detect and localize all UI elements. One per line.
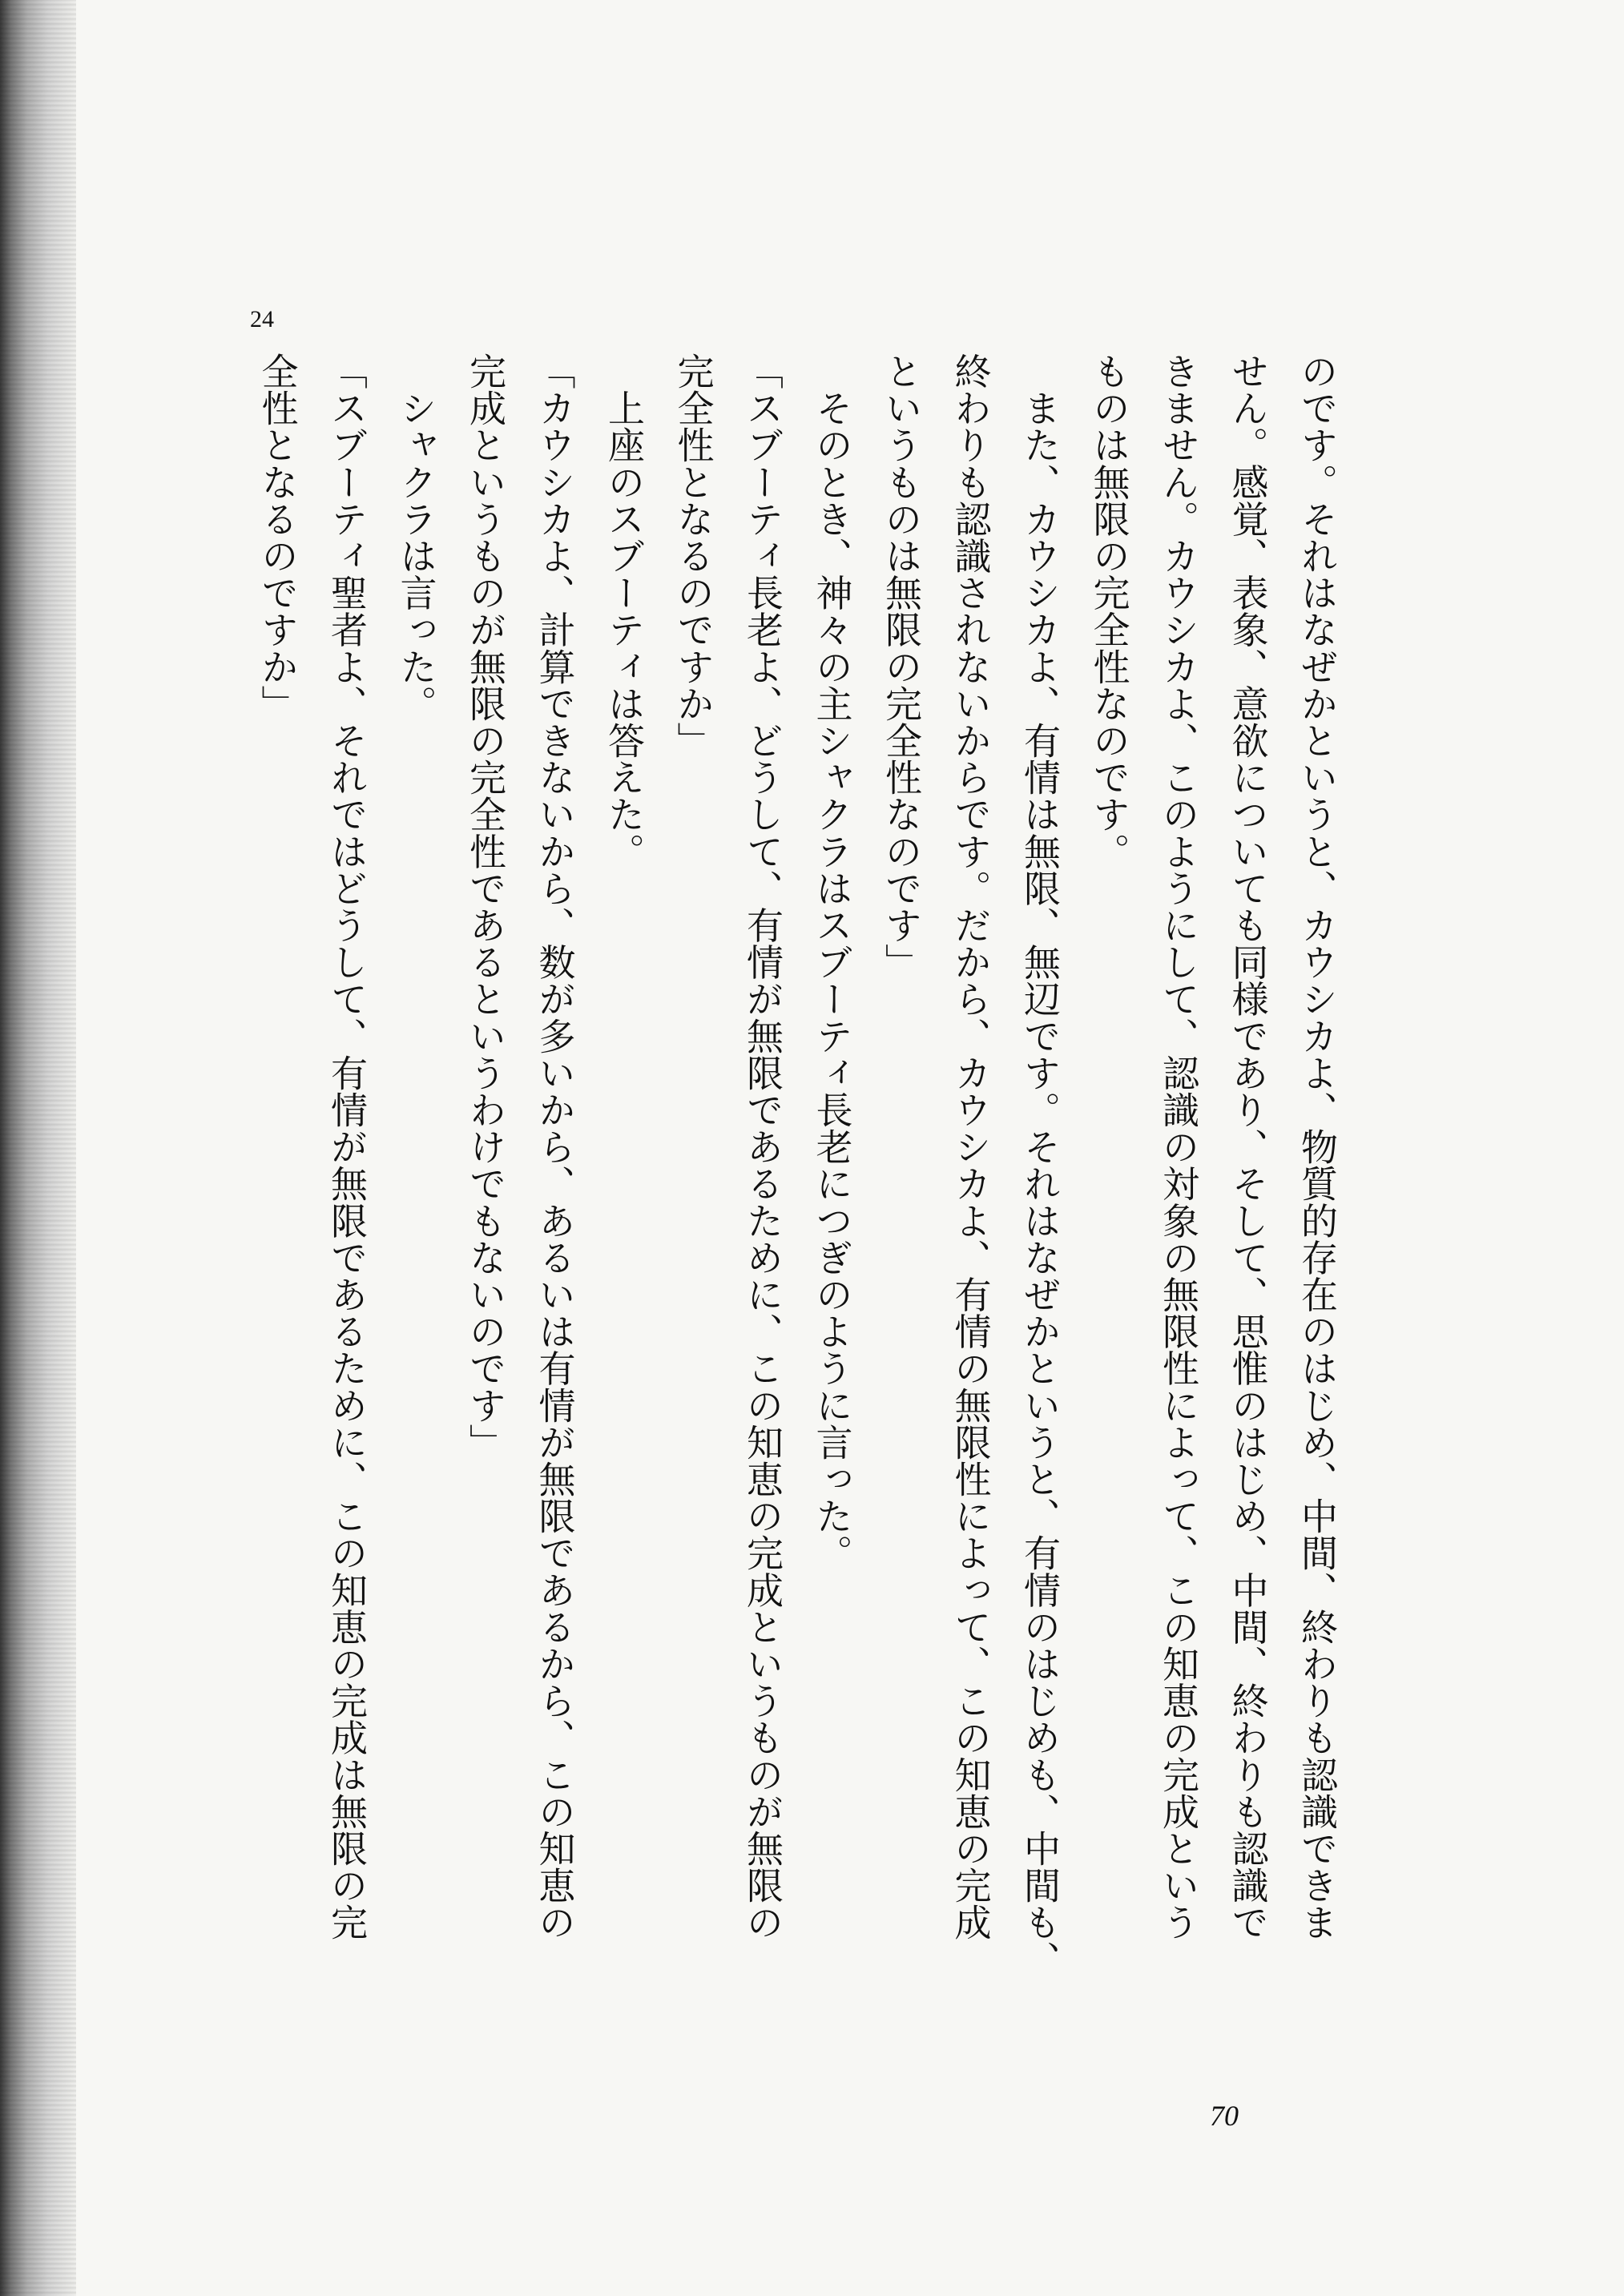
text-line: また、カウシカよ、有情は無限、無辺です。それはなぜかというと、有情のはじめも、中間も、 <box>1018 352 1062 1978</box>
text-line: シャクラは言った。 <box>394 352 438 722</box>
folio-number: 70 <box>1210 2100 1239 2132</box>
binding-shadow <box>0 0 76 2296</box>
text-line: のです。それはなぜかというと、カウシカよ、物質的存在のはじめ、中間、終わりも認識できま <box>1296 352 1339 1941</box>
text-line: 上座のスブーティは答えた。 <box>602 352 646 870</box>
text-line: きません。カウシカよ、このようにして、認識の対象の無限性によって、この知恵の完成という <box>1157 352 1200 1941</box>
text-line: 「スブーティ聖者よ、それではどうして、有情が無限であるために、この知恵の完成は無限の完 <box>325 352 369 1941</box>
text-line: というものは無限の完全性なのです」 <box>880 352 923 981</box>
text-line: 終わりも認識されないからです。だから、カウシカよ、有情の無限性によって、この知恵の完成 <box>949 352 993 1941</box>
text-line: 「スブーティ長老よ、どうして、有情が無限であるために、この知恵の完成というものが無限の <box>741 352 784 1941</box>
text-line: せん。感覚、表象、意欲についても同様であり、そして、思惟のはじめ、中間、終わりも認識で <box>1226 352 1270 1941</box>
vertical-text-body <box>243 352 1352 2115</box>
text-line: 完成というものが無限の完全性であるというわけでもないのです」 <box>464 352 507 1460</box>
text-line: ものは無限の完全性なのです。 <box>1087 352 1131 870</box>
text-line: 「カウシカよ、計算できないから、数が多いから、あるいは有情が無限であるから、この知恵の <box>533 352 577 1941</box>
page-number: 24 <box>250 306 274 332</box>
text-line: そのとき、神々の主シャクラはスブーティ長老につぎのように言った。 <box>810 352 854 1572</box>
text-line: 全性となるのですか」 <box>256 352 300 722</box>
text-line: 完全性となるのですか」 <box>671 352 715 759</box>
